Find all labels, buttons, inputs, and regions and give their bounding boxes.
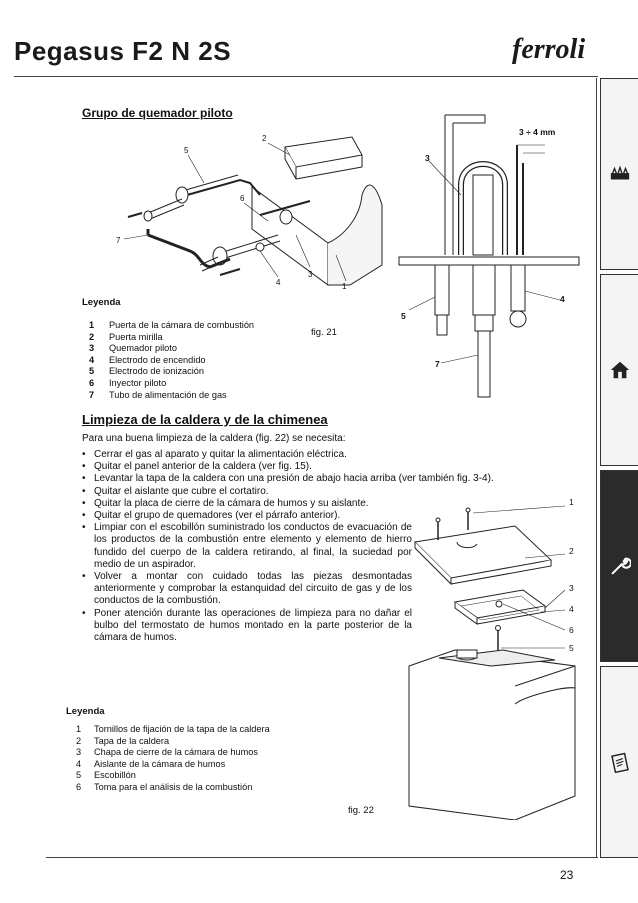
- list-item: • Poner atención durante las operaciones de limpieza para no dañar el bulbo del termostato de humos montado en la parte posterior de la cámara de humos.: [82, 608, 412, 645]
- fig21-caption: fig. 21: [311, 327, 337, 338]
- legend-item: 4 Aislante de la cámara de humos: [76, 758, 226, 769]
- side-divider: [596, 78, 597, 858]
- tab-specifications[interactable]: [600, 666, 638, 858]
- legend-item: 2 Tapa de la caldera: [76, 735, 170, 746]
- list-item: • Quitar el panel anterior de la caldera (ver fig. 15).: [82, 461, 412, 473]
- section-title-cleaning: Limpieza de la caldera y de la chimenea: [82, 412, 328, 427]
- fig22-legend-heading: Leyenda: [66, 706, 105, 717]
- fig21-legend-heading: Leyenda: [82, 297, 121, 308]
- legend-item: 5 Escobillón: [76, 770, 136, 781]
- fig22-label-3: 3: [569, 583, 574, 593]
- legend-item: 2 Puerta mirilla: [89, 331, 163, 342]
- house-icon: [609, 359, 631, 381]
- fig21-right-label-3: 3: [425, 153, 430, 163]
- legend-item: 6 Inyector piloto: [89, 377, 167, 388]
- legend-item: 1 Puerta de la cámara de combustión: [89, 320, 255, 330]
- pilot-burner-exploded-diagram: [100, 125, 390, 295]
- tab-user[interactable]: [600, 78, 638, 270]
- legend-item: 1 Tornillos de fijación de la tapa de la caldera: [76, 724, 270, 734]
- fig22-caption: fig. 22: [348, 805, 374, 816]
- fig22-label-6: 6: [569, 625, 574, 635]
- legend-item: 5 Electrodo de ionización: [89, 366, 204, 377]
- list-item: • Volver a montar con cuidado todas las piezas desmontadas anteriormente y comprobar la estanquidad del circuito de gas y de los conductos de la combustión.: [82, 571, 412, 608]
- pilot-burner-detail-diagram: [395, 105, 595, 400]
- fig22-label-2: 2: [569, 546, 574, 556]
- fig21-right-label-5: 5: [401, 311, 406, 321]
- boiler-cleaning-diagram: [395, 490, 585, 820]
- legend-item: 7 Tubo de alimentación de gas: [89, 389, 227, 400]
- burner-icon: [609, 163, 631, 185]
- section-title-pilot-burner: Grupo de quemador piloto: [82, 106, 233, 120]
- footer-rule: [46, 857, 598, 858]
- fig22-label-4: 4: [569, 604, 574, 614]
- legend-item: 3 Quemador piloto: [89, 343, 177, 354]
- fig21-left-label-5: 5: [184, 146, 189, 155]
- fig21-right-label-gap: 3 ÷ 4 mm: [519, 127, 556, 137]
- list-item: • Quitar la placa de cierre de la cámara de humos y su aislante.: [82, 498, 412, 510]
- legend-item: 6 Toma para el análisis de la combustión: [76, 781, 253, 792]
- list-item: • Quitar el grupo de quemadores (ver el párrafo anterior).: [82, 510, 412, 522]
- document-title: Pegasus F2 N 2S: [14, 36, 232, 66]
- list-item: • Cerrar el gas al aparato y quitar la alimentación eléctrica.: [82, 449, 412, 461]
- list-item: • Levantar la tapa de la caldera con una presión de abajo hacia arriba (ver también fig. 3-4).: [82, 473, 552, 485]
- clipboard-icon: [609, 751, 631, 773]
- fig22-label-5: 5: [569, 643, 574, 653]
- fig22-legend: [76, 724, 270, 794]
- fig21-left-label-2: 2: [262, 134, 267, 143]
- fig21-legend: [89, 320, 254, 401]
- page-number: 23: [560, 868, 574, 882]
- fig21-left-label-7: 7: [116, 236, 121, 245]
- cleaning-steps: [82, 449, 494, 644]
- wrench-icon: [609, 555, 631, 577]
- fig22-label-1: 1: [569, 497, 574, 507]
- cleaning-intro: Para una buena limpieza de la caldera (fig. 22) se necesita:: [82, 433, 346, 444]
- list-item: • Limpiar con el escobillón suministrado los conductos de evacuación de los productos de la combustión entre elemento y elemento de hierro fundido del cuerpo de la caldera retirando, al final, la suciedad por medio de un aspirador.: [82, 522, 412, 571]
- header-rule: [14, 76, 598, 77]
- tab-installation[interactable]: [600, 274, 638, 466]
- legend-item: 3 Chapa de cierre de la cámara de humos: [76, 747, 258, 758]
- fig21-left-label-6: 6: [240, 194, 245, 203]
- brand-logo: ferroli: [512, 34, 586, 65]
- fig21-left-label-3: 3: [308, 270, 313, 279]
- fig21-left-label-4: 4: [276, 278, 281, 287]
- fig21-left-label-1: 1: [342, 282, 347, 291]
- tab-service[interactable]: [600, 470, 638, 662]
- legend-item: 4 Electrodo de encendido: [89, 354, 206, 365]
- list-item: • Quitar el aislante que cubre el cortatiro.: [82, 486, 412, 498]
- fig21-right-label-4: 4: [560, 294, 565, 304]
- fig21-right-label-7: 7: [435, 359, 440, 369]
